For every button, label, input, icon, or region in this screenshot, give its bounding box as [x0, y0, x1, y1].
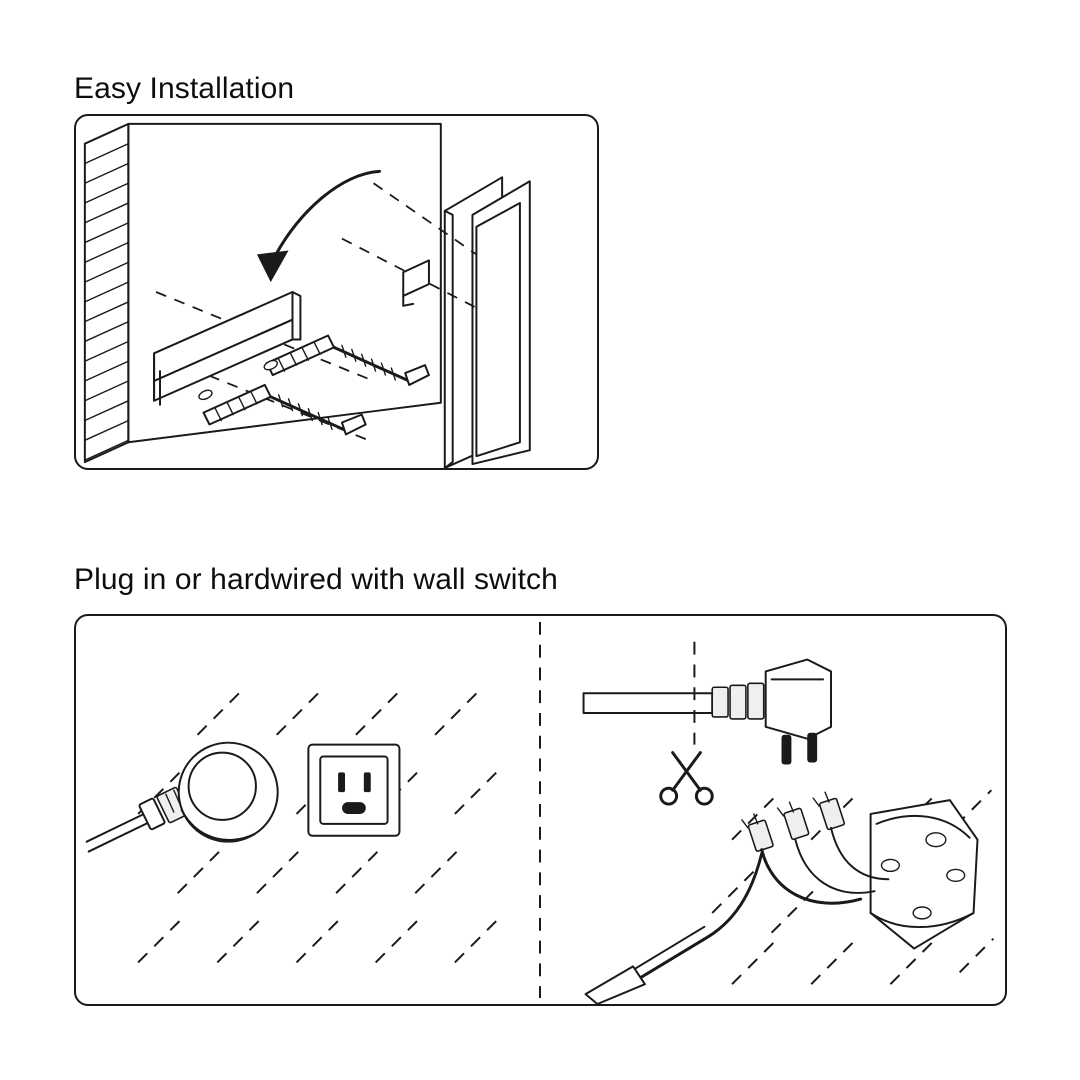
section-title-plug-or-hardwired: Plug in or hardwired with wall switch [74, 563, 558, 596]
curved-arrow-icon [257, 171, 380, 282]
hatched-wall-cross-section [85, 124, 441, 462]
bracket-hook [403, 260, 429, 305]
mounting-bracket-plate [154, 292, 300, 405]
wall-anchor-lower [204, 385, 271, 425]
fixture-cable-with-connector [87, 787, 189, 852]
section-title-easy-installation: Easy Installation [74, 72, 295, 105]
panel-easy-installation [74, 114, 599, 470]
light-fixture-body [445, 177, 530, 468]
power-connection-illustration [76, 616, 1005, 1004]
scissors-icon [661, 753, 712, 804]
wall-mounting-bracket-illustration [76, 116, 597, 468]
hardwire-leads [586, 828, 889, 1004]
wire-nuts-connectors [742, 792, 845, 851]
panel-plug-or-hardwired [74, 614, 1007, 1006]
wall-outlet-receptacle [308, 745, 399, 836]
screw-upper [334, 345, 429, 385]
junction-box [871, 800, 978, 948]
round-fixture-housing [179, 743, 278, 842]
power-cord-with-mains-plug [584, 660, 831, 765]
